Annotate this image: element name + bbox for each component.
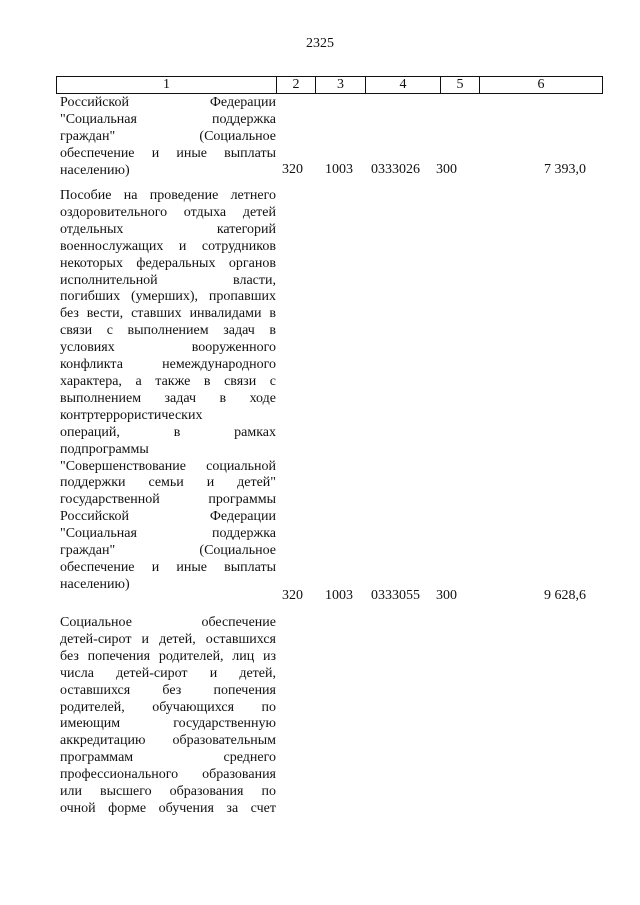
column-header-row [57, 77, 603, 94]
description-line: Пособие на проведение летнего [60, 188, 276, 203]
description-line: государственной программы [60, 492, 276, 508]
description-line: аккредитацию образовательным [60, 733, 276, 749]
description-line: населению) [60, 576, 130, 592]
description-line: военнослужащих и сотрудников [60, 238, 276, 254]
description-line: без вести, ставших инвалидами в [60, 306, 276, 322]
description-line: профессионального образования [60, 767, 276, 783]
description-line: оставшихся без попечения [60, 682, 276, 698]
description-line: оздоровительного отдыха детей [60, 204, 276, 220]
row-description [60, 188, 276, 594]
description-line: Социальное обеспечение [60, 615, 276, 630]
description-line: без попечения родителей, лиц из [60, 648, 276, 664]
description-line: детей-сирот и детей, оставшихся [60, 631, 276, 647]
description-line: обеспечение и иные выплаты [60, 145, 276, 161]
description-line: обеспечение и иные выплаты [60, 559, 276, 575]
description-line: Российской Федерации [60, 509, 276, 525]
table-row [60, 615, 590, 825]
description-line: условиях вооруженного [60, 340, 276, 356]
cell-col-2: 320 [282, 162, 303, 177]
description-line: имеющим государственную [60, 716, 276, 732]
description-line: "Совершенствование социальной [60, 458, 276, 474]
description-line: характера, а также в связи с [60, 373, 276, 389]
column-header-6: 6 [480, 77, 603, 94]
cell-col-3: 1003 [325, 162, 353, 177]
column-header-4: 4 [366, 77, 441, 94]
column-header-table [56, 76, 603, 94]
description-line: операций, в рамках [60, 424, 276, 440]
description-line: родителей, обучающихся по [60, 699, 276, 715]
description-line: конфликта немеждународного [60, 357, 276, 373]
table-row [60, 188, 590, 608]
description-line: выполнением задач в ходе [60, 390, 276, 406]
cell-col-5: 300 [436, 162, 457, 177]
description-line: граждан" (Социальное [60, 543, 276, 559]
description-line: граждан" (Социальное [60, 128, 276, 144]
description-line: населению) [60, 162, 130, 178]
description-line: исполнительной власти, [60, 272, 276, 288]
column-header-3: 3 [316, 77, 366, 94]
cell-col-4: 0333026 [371, 162, 420, 177]
description-line: связи с выполнением задач в [60, 323, 276, 339]
description-line: некоторых федеральных органов [60, 255, 276, 271]
description-line: отдельных категорий [60, 221, 276, 237]
row-description [60, 615, 276, 818]
cell-col-4: 0333055 [371, 588, 420, 603]
description-line: числа детей-сирот и детей, [60, 665, 276, 681]
description-line: контртеррористических [60, 407, 203, 423]
description-line: погибших (умерших), пропавших [60, 289, 276, 305]
description-line: или высшего образования по [60, 784, 276, 800]
description-line: Российской Федерации [60, 95, 276, 110]
column-header-1: 1 [57, 77, 277, 94]
cell-col-2: 320 [282, 588, 303, 603]
cell-col-5: 300 [436, 588, 457, 603]
column-header-2: 2 [277, 77, 316, 94]
description-line: программам среднего [60, 750, 276, 766]
description-line: подпрограммы [60, 441, 149, 457]
description-line: поддержки семьи и детей" [60, 475, 276, 491]
column-header-5: 5 [441, 77, 480, 94]
table-row [60, 95, 590, 185]
cell-col-6: 7 393,0 [544, 162, 586, 177]
row-description [60, 95, 276, 180]
description-line: очной форме обучения за счет [60, 800, 276, 816]
cell-col-3: 1003 [325, 588, 353, 603]
description-line: "Социальная поддержка [60, 526, 276, 542]
page-number: 2325 [306, 36, 334, 51]
cell-col-6: 9 628,6 [544, 588, 586, 603]
description-line: "Социальная поддержка [60, 111, 276, 127]
